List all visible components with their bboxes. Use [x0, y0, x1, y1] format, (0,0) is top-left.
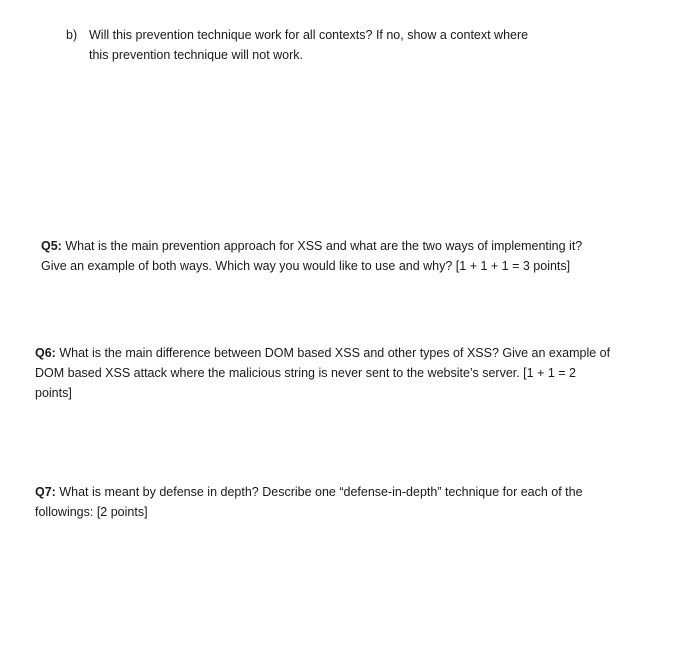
question-q7: [35, 482, 583, 522]
q6-line-2: DOM based XSS attack where the malicious string is never sent to the website’s server. [1 + 1 = 2: [35, 366, 577, 380]
q5-line-1: [41, 236, 582, 256]
part-b-marker: b): [66, 28, 78, 42]
question-q6: [35, 343, 610, 403]
part-b-line-2: this prevention technique will not work.: [89, 48, 304, 62]
q7-line-1: [35, 482, 583, 502]
question-part-b: [66, 25, 528, 65]
q5-line-2: Give an example of both ways. Which way you would like to use and why? [1 + 1 + 1 = 3 points]: [41, 259, 571, 273]
q5-label: Q5:: [41, 239, 62, 253]
part-b-text-1: Will this prevention technique work for all contexts? If no, show a context where: [89, 28, 529, 42]
q7-text-1: What is meant by defense in depth? Describe one “defense-in-depth” technique for each of the: [55, 485, 583, 499]
question-q5: [41, 236, 582, 276]
q6-text-1: What is the main difference between DOM based XSS and other types of XSS? Give an example of: [55, 346, 611, 360]
q6-label: Q6:: [35, 346, 56, 360]
q7-line-2: followings: [2 points]: [35, 505, 148, 519]
q6-line-3: points]: [35, 386, 72, 400]
part-b-line-1: [66, 25, 528, 45]
q5-text-1: What is the main prevention approach for XSS and what are the two ways of implementing it?: [61, 239, 583, 253]
q6-line-1: [35, 343, 610, 363]
q7-label: Q7:: [35, 485, 56, 499]
